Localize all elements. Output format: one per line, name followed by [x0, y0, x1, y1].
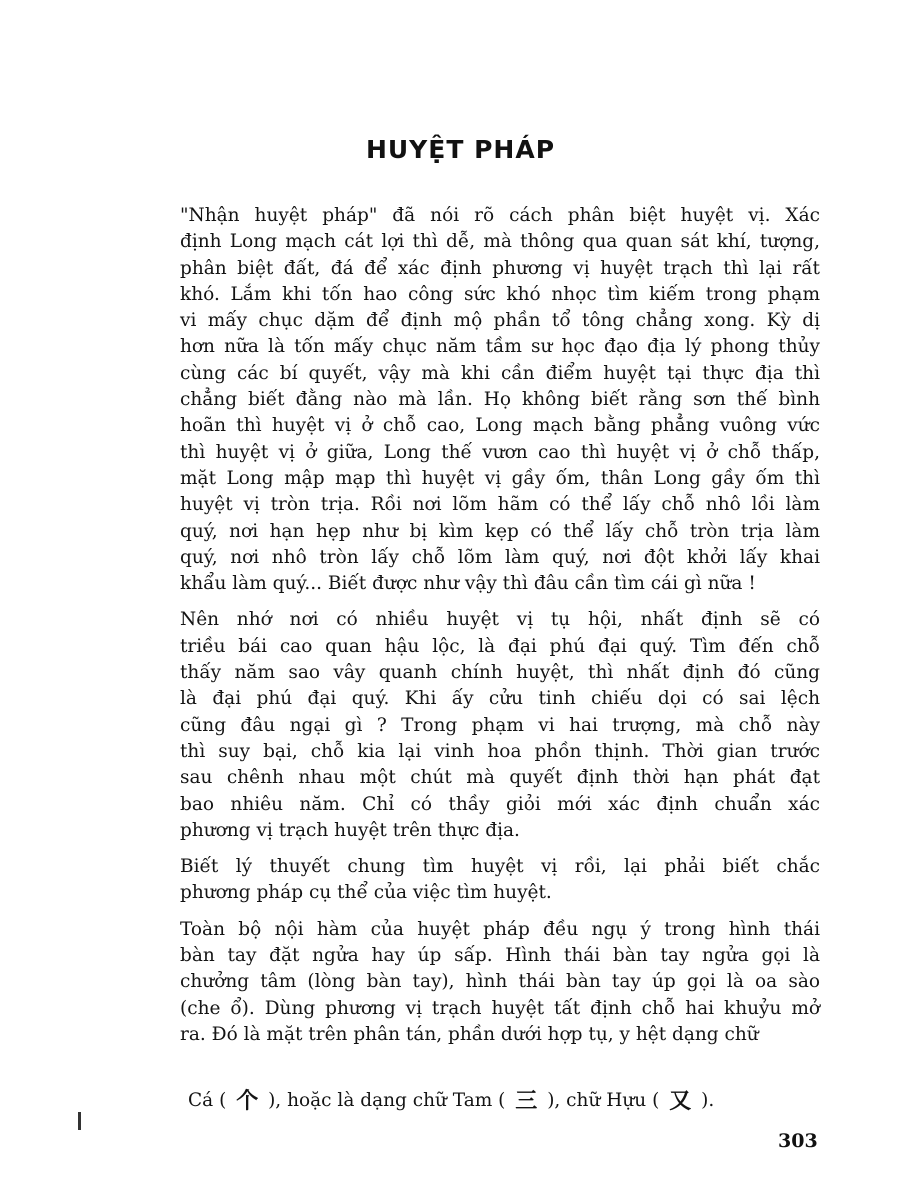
text-line: phương pháp cụ thể của việc tìm huyệt.	[180, 882, 552, 904]
text-line: Biết lý thuyết chung tìm huyệt vị rồi, lại phải biết chắc	[180, 856, 820, 878]
page-number: 303	[778, 1130, 818, 1152]
text-line: định Long mạch cát lợi thì dễ, mà thông qua quan sát khí, tượng,	[180, 231, 820, 253]
final-line-part-2: ), hoặc là dạng chữ Tam (	[268, 1090, 506, 1111]
text-line: sau chênh nhau một chút mà quyết định thời hạn phát đạt	[180, 767, 820, 789]
text-line: triều bái cao quan hậu lộc, là đại phú đại quý. Tìm đến chỗ	[180, 635, 820, 657]
final-line-part-3: ), chữ Hựu (	[547, 1090, 660, 1111]
text-line: huyệt vị tròn trịa. Rồi nơi lõm hãm có thể lấy chỗ nhô lồi làm	[180, 494, 820, 516]
text-line: ra. Đó là mặt trên phân tán, phần dưới hợp tụ, y hệt dạng chữ	[180, 1023, 759, 1045]
text-line: cũng đâu ngại gì ? Trong phạm vi hai trượng, mà chỗ này	[180, 714, 820, 736]
paragraph	[180, 854, 820, 907]
text-line: thấy năm sao vây quanh chính huyệt, thì nhất định đó cũng	[180, 662, 820, 684]
text-line: hơn nữa là tốn mấy chục năm tầm sư học đạo địa lý phong thủy	[180, 336, 820, 358]
paragraph	[180, 917, 820, 1048]
text-line: bao nhiêu năm. Chỉ có thầy giỏi mới xác định chuẩn xác	[180, 793, 820, 815]
text-line: khó. Lắm khi tốn hao công sức khó nhọc tìm kiếm trong phạm	[180, 283, 820, 305]
text-line: "Nhận huyệt pháp" đã nói rõ cách phân biệt huyệt vị. Xác	[180, 205, 820, 226]
text-line: phân biệt đất, đá để xác định phương vị huyệt trạch thì lại rất	[180, 257, 820, 279]
paragraph	[180, 203, 820, 597]
text-line: quý, nơi nhô tròn lấy chỗ lõm làm quý, nơi đột khởi lấy khai	[180, 546, 820, 568]
chinese-character-ca: 个	[236, 1089, 259, 1114]
text-line: (che ổ). Dùng phương vị trạch huyệt tất định chỗ hai khuỷu mở	[180, 997, 820, 1019]
page-title: HUYỆT PHÁP	[365, 135, 556, 164]
chinese-character-huu: 又	[669, 1089, 692, 1114]
body-text	[180, 203, 820, 1058]
chinese-character-tam: 三	[515, 1089, 538, 1114]
text-line: hoãn thì huyệt vị ở chỗ cao, Long mạch bằng phẳng vuông vức	[180, 415, 820, 437]
text-line: bàn tay đặt ngửa hay úp sấp. Hình thái bàn tay ngửa gọi là	[180, 945, 820, 967]
text-line: cùng các bí quyết, vậy mà khi cần điểm huyệt tại thực địa thì	[180, 362, 820, 384]
text-line: phương vị trạch huyệt trên thực địa.	[180, 819, 520, 841]
final-line	[188, 1088, 714, 1114]
final-line-part-4: ).	[701, 1090, 715, 1111]
text-line: khẩu làm quý... Biết được như vậy thì đâu cần tìm cái gì nữa !	[180, 573, 756, 595]
text-line: Toàn bộ nội hàm của huyệt pháp đều ngụ ý trong hình thái	[180, 918, 820, 940]
scan-mark	[78, 1112, 81, 1130]
paragraph	[180, 607, 820, 844]
text-line: vi mấy chục dặm để định mộ phần tổ tông chẳng xong. Kỳ dị	[180, 310, 820, 332]
final-line-part-1: Cá (	[188, 1090, 227, 1111]
text-line: chưởng tâm (lòng bàn tay), hình thái bàn tay úp gọi là oa sào	[180, 971, 820, 993]
text-line: Nên nhớ nơi có nhiều huyệt vị tụ hội, nhất định sẽ có	[180, 609, 820, 631]
text-line: thì huyệt vị ở giữa, Long thế vươn cao thì huyệt vị ở chỗ thấp,	[180, 441, 820, 463]
text-line: thì suy bại, chỗ kia lại vinh hoa phồn thịnh. Thời gian trước	[180, 740, 820, 762]
text-line: là đại phú đại quý. Khi ấy cửu tinh chiếu dọi có sai lệch	[180, 688, 820, 710]
text-line: mặt Long mập mạp thì huyệt vị gầy ốm, thân Long gầy ốm thì	[180, 467, 820, 489]
text-line: quý, nơi hạn hẹp như bị kìm kẹp có thể lấy chỗ tròn trịa làm	[180, 520, 820, 542]
text-line: chẳng biết đằng nào mà lần. Họ không biết rằng sơn thế bình	[180, 389, 820, 411]
